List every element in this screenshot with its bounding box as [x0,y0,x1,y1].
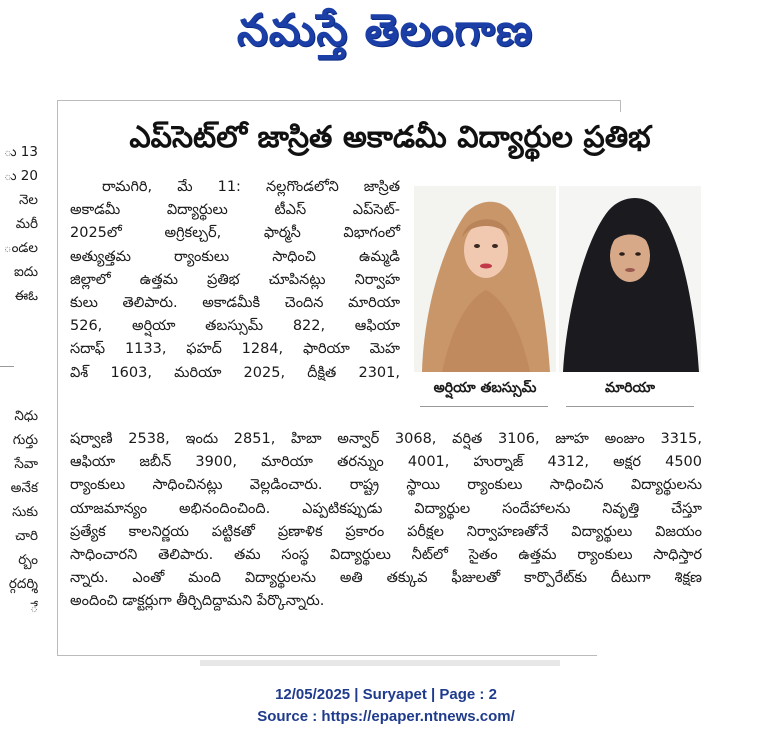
article-body-wide [70,428,702,614]
fragment-line: నెల [18,192,38,208]
column-divider [0,366,14,367]
fragment-line: నిధు [14,408,38,424]
footer-source-link[interactable]: Source : https://epaper.ntnews.com/ [257,708,515,725]
article-headline: ఎప్‌సెట్‌లో జాస్రిత అకాడమీ విద్యార్థుల ప్రతిభ [129,120,651,155]
student-portrait-image [559,186,701,372]
body-line: ప్రత్యేక కాలనిర్ణయ పట్టికతో ప్రణాళిక ప్రకారం పరీక్షల నిర్వాహణతోనే విద్యార్థులు విజయం [70,523,702,540]
body-line: న్నారు. ఎంతో మంది విద్యార్థులను అతి తక్కువ ఫీజులతో కార్పొరేట్‌కు దీటుగా శిక్షణ [70,570,702,587]
body-line: యాజమాన్యం అభినందించింది. ఎప్పటికప్పుడు విద్యార్థుల సందేహాలను నివృత్తి చేస్తూ [70,500,702,517]
footer-date-edition: 12/05/2025 | Suryapet | Page : 2 [275,686,497,703]
adjacent-column-fragment [0,140,40,680]
body-line: అత్యుత్తమ ర్యాంకులు సాధించి ఉమ్మడి [70,248,400,265]
caption-underline [566,406,694,407]
body-line: రామగిరి, మే 11: నల్లగొండలోని జాస్రిత [102,179,400,195]
fragment-line: ండల [3,240,38,256]
fragment-line: ఈఓ [14,288,38,304]
body-line: జిల్లాలో ఉత్తమ ప్రతిభ చూపినట్లు నిర్వాహ [70,271,400,288]
body-line: 2025లో అగ్రికల్చర్, ఫార్మసీ విభాగంలో [70,225,400,242]
article-frame-bottom [57,655,597,656]
fragment-line: ర్బం [18,552,38,568]
body-line: షర్వాణి 2538, ఇందు 2851, హిబా అన్వార్ 3068, వర్షిత 3106, జూహ అంజుం 3315, [70,431,702,447]
body-line: విశ్ 1603, మరియా 2025, దీక్షిత 2301, [70,364,400,381]
student-portrait-image [414,186,556,372]
student-photo [559,186,701,372]
caption-underline [420,406,548,407]
next-article-stub [200,660,560,666]
masthead-title: నమస్తే తెలంగాణ [236,5,534,56]
fragment-line: ర్గదర్శి [8,576,38,592]
article-frame-top [57,100,620,101]
article-frame-left [57,100,58,655]
fragment-line: మరీ [15,216,38,232]
fragment-line: సేవా [14,456,38,472]
fragment-line: సుకు [12,504,38,520]
body-line: సదాఫ్ 1133, ఫహద్ 1284, ఫారియా మెహ [70,341,400,358]
footer [0,684,772,728]
photo-caption: మారియా [604,379,656,396]
article-frame-right [620,100,621,112]
body-line: సాధించారని తెలిపారు. తమ సంస్థ విద్యార్థులు నీట్‌లో సైతం ఉత్తమ ర్యాంకులు సాధిస్తార [70,547,702,564]
body-line: ర్యాంకులు సాధించినట్లు వెల్లడించారు. రాష్ట్ర స్థాయి ర్యాంకులు సాధించిన విద్యార్థులను [70,477,702,494]
student-photo [414,186,556,372]
photo-caption: అర్షియా తబస్సుమ్ [433,379,537,396]
fragment-line: ఐదు [13,264,38,280]
body-line: అకాడమీ విద్యార్థులు టీఎస్ ఎప్‌సెట్- [70,202,400,219]
article-body-narrow [70,176,400,385]
body-line: ఆఫియా జబీన్ 3900, మారియా తరన్నుం 4001, హుర్నాజ్ 4312, అక్షర 4500 [70,454,702,471]
body-line: అందించి డాక్టర్లుగా తీర్చిదిద్దామని పేర్కొన్నారు. [70,593,325,610]
fragment-line: అనేక [10,480,38,496]
fragment-line: ే [30,600,38,616]
body-line: 526, అర్షియా తబస్సుమ్ 822, ఆఫియా [70,318,400,335]
fragment-line: ు 13 [4,144,38,160]
body-line: కులు తెలిపారు. అకాడమీకి చెందిన మారియా [70,295,400,312]
fragment-line: గుర్తు [12,432,38,448]
fragment-line: ు 20 [4,168,38,184]
fragment-line: చారి [15,528,38,544]
